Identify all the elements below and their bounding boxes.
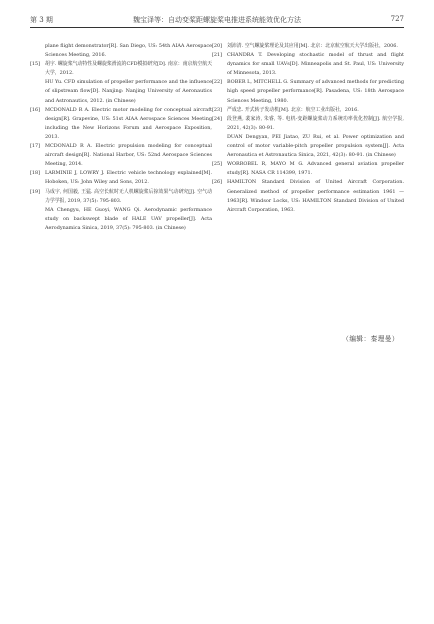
reference-text: 段登燕, 裴家涛, 朱睿, 等. 电机-变距螺旋桨动力系统功率优化控制[J]. 航空学报, 2021, 42(3): 80-91.: [227, 115, 404, 131]
references-left-column: [30, 42, 212, 233]
reference-text: 马成宇, 何国毅, 王猛. 高空长航时无人机螺旋桨后掠效果气动研究[J]. 空气动力学学报, 2019, 37(5): 795-803.: [45, 188, 212, 204]
reference-entry: [30, 106, 212, 142]
reference-text: 刘沛清. 空气螺旋桨理论及其应用[M]. 北京：北京航空航天大学出版社，2006.: [227, 43, 398, 49]
reference-text: BOBER L, MITCHELL G. Summary of advanced methods for predicting high speed propeller performance[R]. Pasadena, US: 18th Aerospace Sciences Meeting, 1980.: [227, 79, 405, 104]
reference-number: [19]: [30, 188, 41, 195]
reference-text: 严成忠. 开式转子发动机[M]. 北京：航空工业出版社，2016.: [227, 106, 359, 113]
reference-number: [17]: [30, 143, 41, 150]
reference-text: HU Yu. CFD simulation of propeller performance and the influence of slipstream flow[D]. Nanjing: Nanjing University of Aeronautics and Astronautics, 2012. (in Chinese): [45, 79, 212, 104]
reference-number: [22]: [212, 79, 223, 86]
article-running-title: 魏宝泽等：自动变桨距螺旋桨电推进系统能效优化方法: [133, 16, 301, 24]
reference-text: WORROBEL R, MAYO M G. Advanced general aviation propeller study[R]. NASA CR 114399, 1971.: [227, 161, 404, 177]
reference-text: CHANDRA T. Developing stochastic model of thrust and flight dynamics for small UAVs[D]. Minneapolis and St. Paul, US: University of Minnesota, 2013.: [227, 52, 404, 77]
reference-entry: [212, 115, 404, 160]
running-header: [30, 15, 404, 27]
editor-note: （编辑：秦理曼）: [342, 335, 399, 343]
reference-text: plane flight demonstrator[R]. San Diego, US: 54th AIAA Aerospace Sciences Meeting, 2016.: [45, 43, 212, 59]
reference-text: LARMINIE J, LOWRY J. Electric vehicle technology explained[M]. Hoboken, US: John Wiley and Sons, 2012.: [45, 170, 212, 186]
reference-number: [24]: [212, 115, 223, 122]
reference-entry: [30, 169, 212, 187]
reference-number: [15]: [30, 61, 41, 68]
reference-number: [21]: [212, 52, 223, 59]
reference-entry: [30, 188, 212, 233]
reference-text: DUAN Dengyan, PEI Jiatao, ZU Rui, et al. Power optimization and control of motor variable-pitch propeller propulsion system[J]. Acta Aeronautica et Astronautica Sinica, 2021, 42(3): 80-91. (in Chinese): [227, 133, 404, 159]
reference-number: [16]: [30, 106, 41, 113]
reference-number: [26]: [212, 179, 223, 186]
references-right-column: [212, 42, 404, 215]
header-rule: [30, 27, 404, 28]
reference-entry: [30, 60, 212, 105]
reference-text: MCDONALD R A. Electric motor modeling for conceptual aircraft design[R]. Grapevine, US: 51st AIAA Aerospace Sciences Meeting including the New Horizons Forum and Aerospace Exposition, 2013.: [45, 106, 212, 140]
reference-entry: [30, 42, 212, 60]
issue-number: 第 3 期: [30, 16, 53, 24]
reference-text: 胡宇. 螺旋桨气动特性及螺旋桨滑流的CFD模拟研究[D]. 南京：南京航空航天大学，2012.: [45, 61, 212, 77]
reference-text: HAMILTON Standard Division of United Aircraft Corporation. Generalized method of propeller performance estimation 1961 — 1963[R]. Windsor Locks, US: HAMILTON Standard Division of United Aircraft Corporation, 1963.: [227, 179, 404, 213]
page-number: 727: [390, 15, 404, 23]
reference-number: [18]: [30, 170, 41, 177]
reference-text: MA Chengyu, HE Guoyi, WANG Qi. Aerodynamic performance study on backswept blade of HALE UAV propeller[J]. Acta Aerodynamica Sinica, 2019, 37(5): 795-803. (in Chinese): [45, 206, 212, 231]
reference-entry: [212, 51, 404, 78]
reference-text: MCDONALD R A. Electric propulsion modeling for conceptual aircraft design[R]. National Harbor, US: 52nd Aerospace Sciences Meeting, 2014.: [45, 143, 212, 168]
reference-number: [23]: [212, 106, 223, 113]
reference-entry: [212, 42, 404, 51]
reference-entry: [212, 178, 404, 214]
reference-number: [25]: [212, 161, 223, 168]
reference-number: [20]: [212, 43, 223, 49]
reference-entry: [212, 160, 404, 178]
reference-entry: [212, 106, 404, 115]
reference-entry: [30, 142, 212, 169]
reference-entry: [212, 78, 404, 105]
